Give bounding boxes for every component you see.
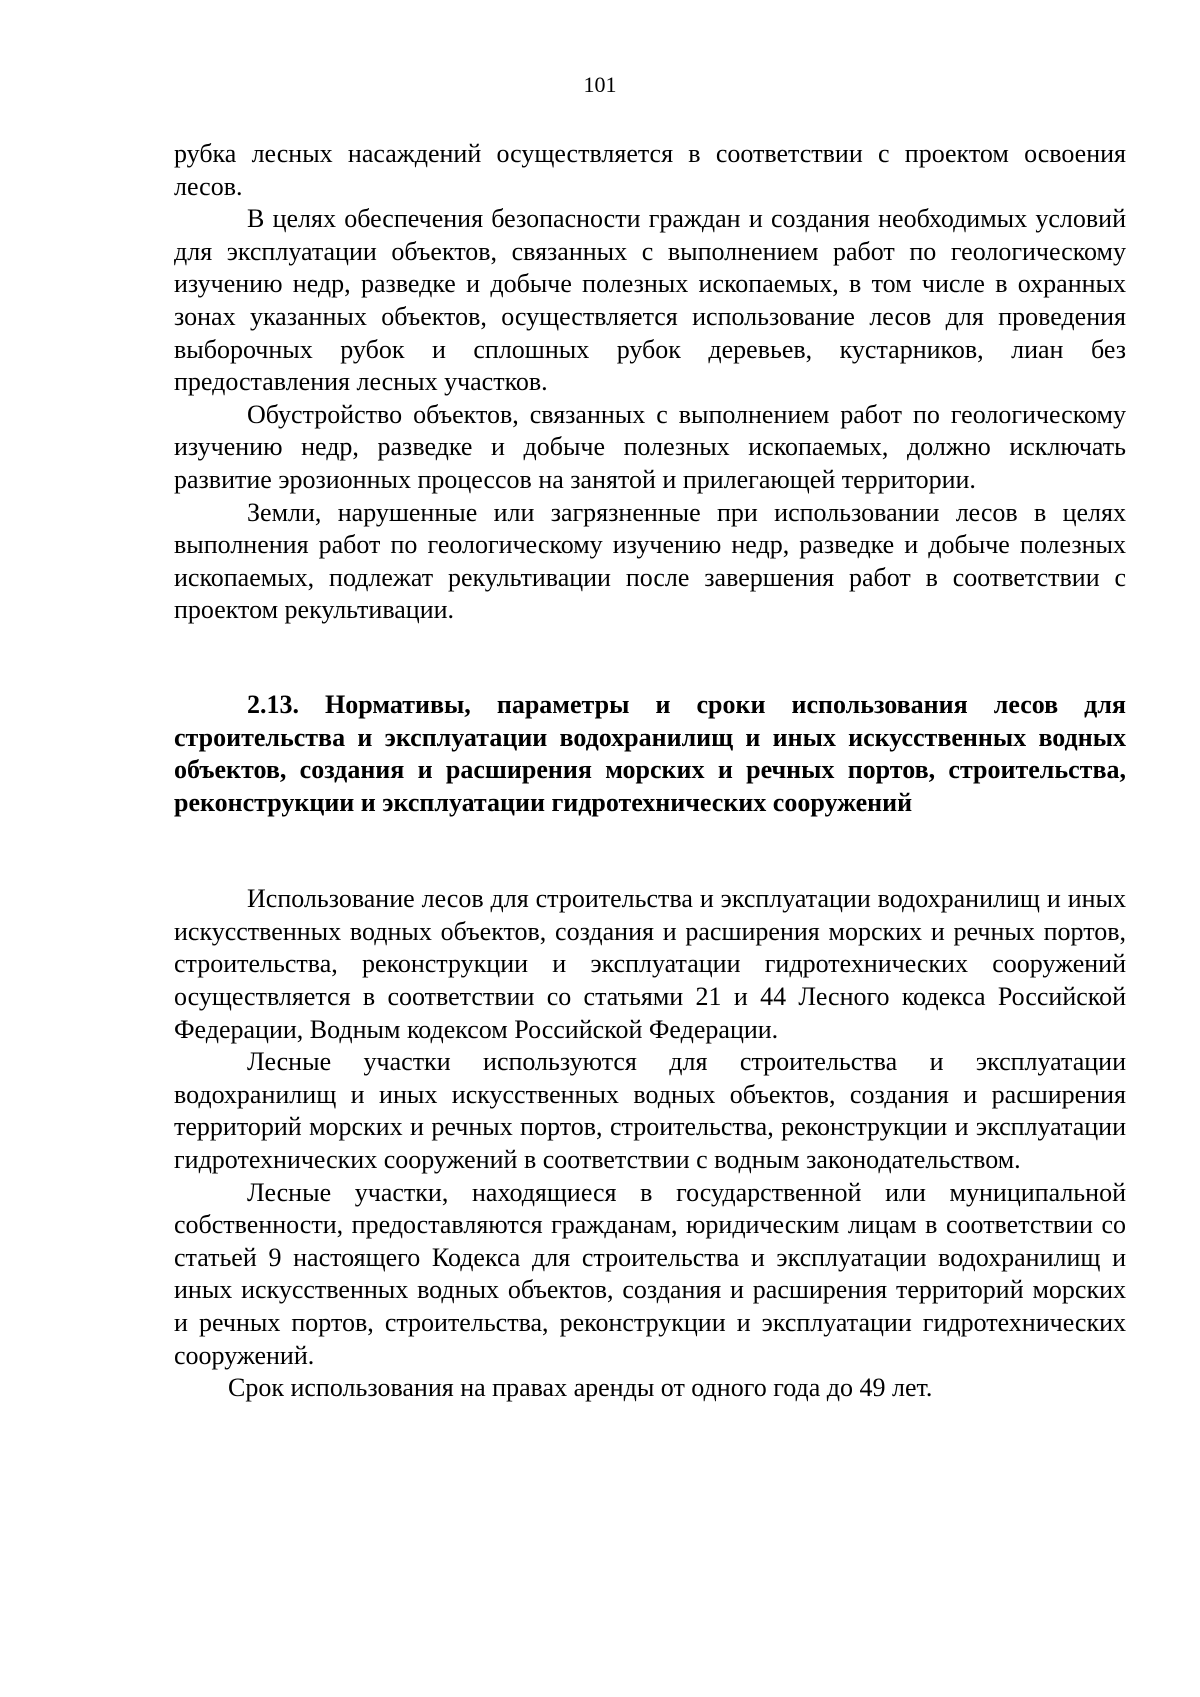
paragraph-recultivation: Земли, нарушенные или загрязненные при использовании лесов в целях выполнения работ по геологическому изучению недр, разведке и добыче полезных ископаемых, подлежат рекультивации после завершения работ в соответствии с проектом рекультивации. — [174, 497, 1126, 625]
paragraph-plot-provision: Лесные участки, находящиеся в государственной или муниципальной собственности, предоставляются гражданам, юридическим лицам в соответствии со статьей 9 настоящего Кодекса для строительства и эксплуатации водохранилищ и иных искусственных водных объектов, создания и расширения территорий морских и речных портов, строительства, реконструкции и эксплуатации гидротехнических сооружений. — [174, 1177, 1126, 1370]
paragraph-forest-use: Использование лесов для строительства и эксплуатации водохранилищ и иных искусственных водных объектов, создания и расширения морских и речных портов, строительства, реконструкции и эксплуатации гидротехнических сооружений осуществляется в соответствии со статьями 21 и 44 Лесного кодекса Российской Федерации, Водным кодексом Российской Федерации. — [174, 884, 1126, 1044]
page-body — [174, 138, 1126, 1405]
paragraph-erosion: Обустройство объектов, связанных с выполнением работ по геологическому изучению недр, разведке и добыче полезных ископаемых, должно исключать развитие эрозионных процессов на занятой и прилегающей территории. — [174, 399, 1126, 494]
section-heading: 2.13. Нормативы, параметры и сроки использования лесов для строительства и эксплуатации водохранилищ и иных искусственных водных объектов, создания и расширения морских и речных портов, строительства, реконструкции и эксплуатации гидротехнических сооружений — [174, 689, 1126, 817]
paragraph-continuation: рубка лесных насаждений осуществляется в соответствии с проектом освоения лесов. — [174, 139, 1126, 201]
paragraph-lease-term: Срок использования на правах аренды от одного года до 49 лет. — [228, 1373, 933, 1403]
paragraph-safety-clearing: В целях обеспечения безопасности граждан и создания необходимых условий для эксплуатации объектов, связанных с выполнением работ по геологическому изучению недр, разведке и добыче полезных ископаемых, в том числе в охранных зонах указанных объектов, осуществляется использование лесов для проведения выборочных рубок и сплошных рубок деревьев, кустарников, лиан без предоставления лесных участков. — [174, 204, 1126, 397]
page-number: 101 — [583, 72, 617, 97]
paragraph-forest-plots: Лесные участки используются для строительства и эксплуатации водохранилищ и иных искусственных водных объектов, создания и расширения территорий морских и речных портов, строительства, реконструкции и эксплуатации гидротехнических сооружений в соответствии с водным законодательством. — [174, 1047, 1126, 1175]
